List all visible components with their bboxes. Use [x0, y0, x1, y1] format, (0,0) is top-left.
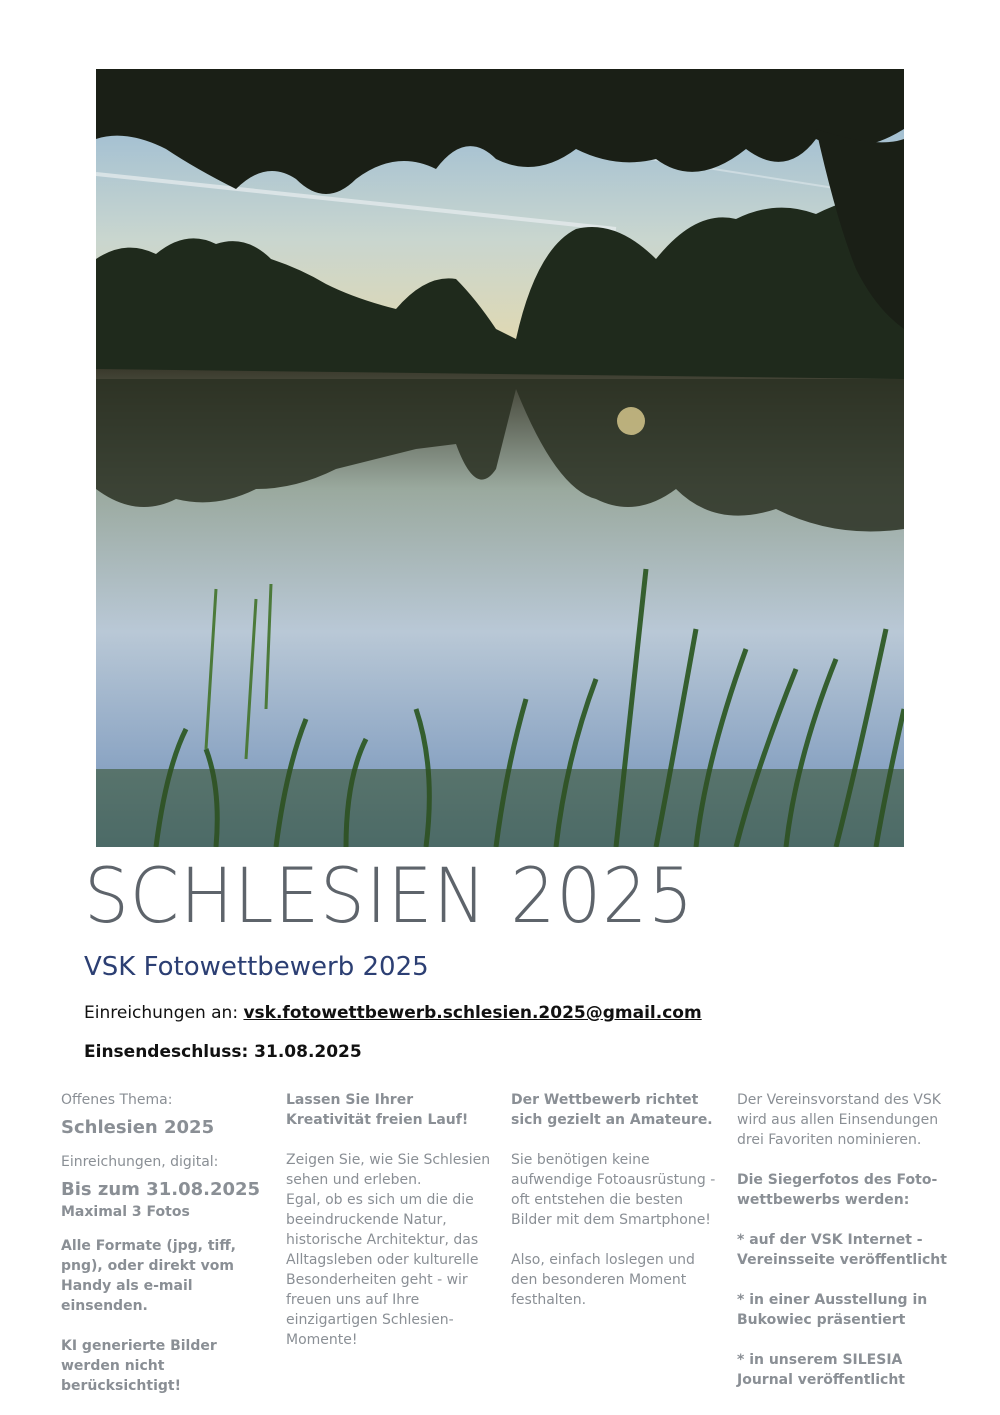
info-column-1 — [61, 1090, 266, 1396]
formats-text: Alle Formate (jpg, tiff, png), oder direkt vom Handy als e-mail einsenden. — [61, 1238, 236, 1314]
deadline: Einsendeschluss: 31.08.2025 — [84, 1042, 362, 1062]
amateur-heading: Der Wettbewerb richtet sich gezielt an Amateure. — [511, 1092, 713, 1128]
submission-email-link[interactable]: vsk.fotowettbewerb.schlesien.2025@gmail.com — [243, 1003, 702, 1023]
creativity-heading: Lassen Sie Ihrer Kreativität freien Lauf! — [286, 1092, 469, 1128]
subtitle: VSK Fotowettbewerb 2025 — [84, 952, 429, 982]
theme-value: Schlesien 2025 — [61, 1117, 215, 1138]
winners-item-3: * in unserem SILESIA Journal veröffentlicht — [737, 1352, 905, 1388]
amateur-text-2: Also, einfach loslegen und den besonderen Moment festhalten. — [511, 1252, 695, 1308]
creativity-text-2: Egal, ob es sich um die die beeindruckende Natur, historische Architektur, das Alltagsleben oder kulturelle Besonderheiten geht - wir freuen uns auf Ihre einzigartigen Schlesien-Momente! — [286, 1192, 479, 1348]
amateur-text-1: Sie benötigen keine aufwendige Fotoausrüstung - oft entstehen die besten Bilder mit dem Smartphone! — [511, 1152, 716, 1228]
theme-label: Offenes Thema: — [61, 1092, 173, 1108]
digital-label: Einreichungen, digital: — [61, 1154, 219, 1170]
info-column-2 — [286, 1090, 491, 1350]
submission-line — [84, 1003, 702, 1023]
winners-heading: Die Siegerfotos des Foto-wettbewerbs werden: — [737, 1172, 938, 1208]
ai-note: KI generierte Bilder werden nicht berücksichtigt! — [61, 1338, 217, 1394]
submission-label: Einreichungen an: — [84, 1003, 239, 1023]
lake-sunset-photo — [96, 69, 904, 847]
info-column-4 — [737, 1090, 947, 1390]
winners-item-1: * auf der VSK Internet - Vereinsseite veröffentlicht — [737, 1232, 947, 1268]
board-text: Der Vereinsvorstand des VSK wird aus allen Einsendungen drei Favoriten nominieren. — [737, 1092, 941, 1148]
max-photos: Maximal 3 Fotos — [61, 1204, 190, 1220]
until-date: Bis zum 31.08.2025 — [61, 1179, 261, 1200]
creativity-text-1: Zeigen Sie, wie Sie Schlesien sehen und erleben. — [286, 1152, 491, 1188]
info-column-3 — [511, 1090, 723, 1310]
headline: SCHLESIEN 2025 — [84, 851, 695, 940]
winners-item-2: * in einer Ausstellung in Bukowiec präsentiert — [737, 1292, 928, 1328]
